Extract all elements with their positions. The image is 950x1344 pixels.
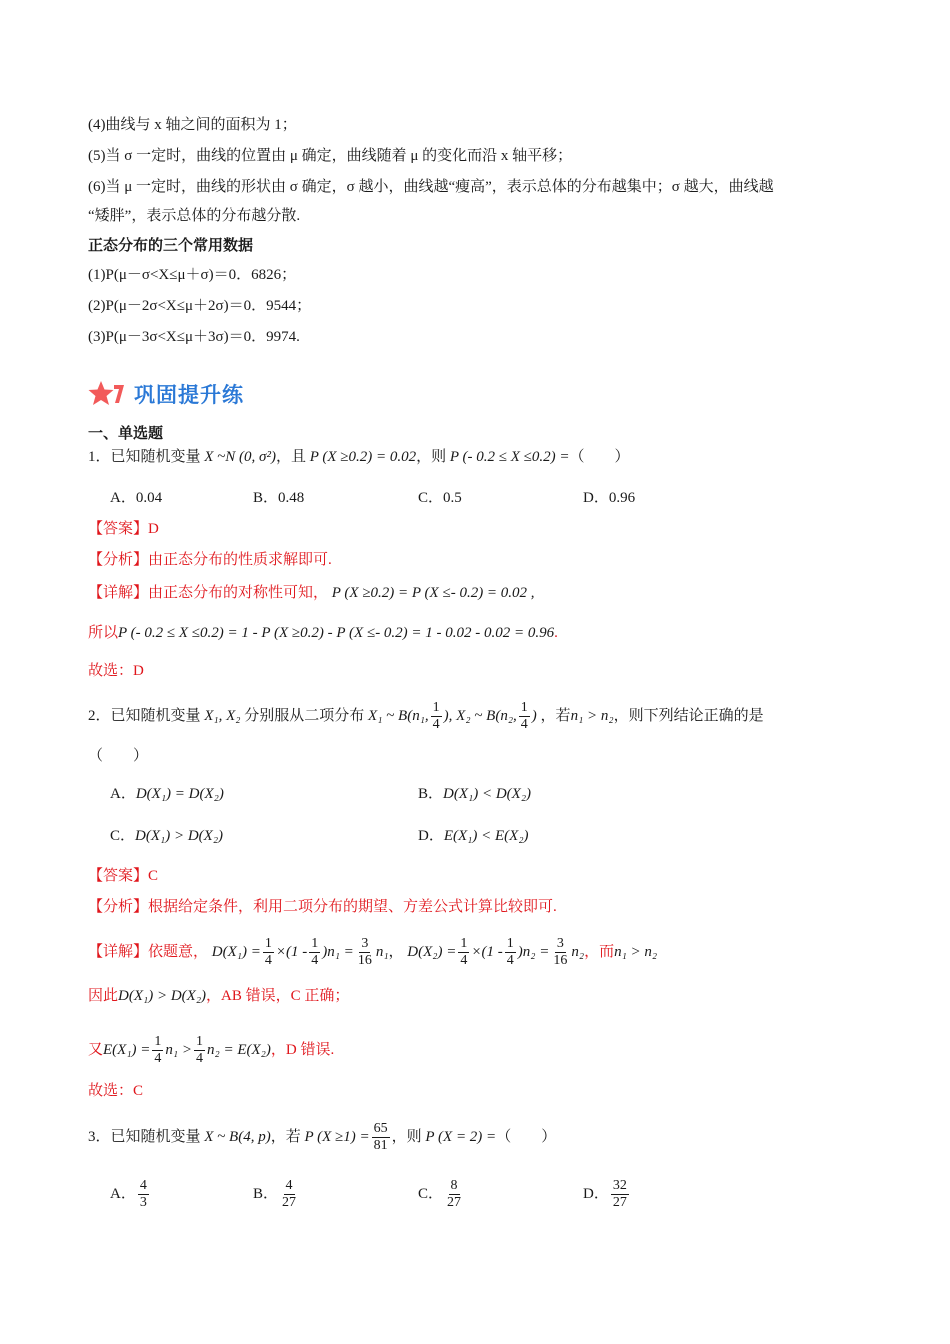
q1-ask-math: P (- 0.2 ≤ X ≤0.2) = [449, 449, 570, 465]
q2-option-b[interactable]: B．D(X₁) < D(X₂) [418, 786, 532, 802]
q2-answer: 【答案】C [88, 868, 159, 884]
q1-option-d[interactable]: D．0.96 [583, 490, 636, 506]
q1-choice: 故选：D [88, 663, 144, 679]
q1-so-math: P (- 0.2 ≤ X ≤0.2) = 1 - P (X ≥0.2) - P (X ≤- 0.2) = 1 - 0.02 - 0.02 = 0.96 [118, 625, 555, 641]
q3-option-c[interactable]: C． $\frac{8}{27}$ [418, 1178, 462, 1210]
q1-answer: 【答案】D [88, 521, 159, 537]
common-data-heading: 正态分布的三个常用数据 [88, 237, 254, 254]
star-badge-icon [88, 379, 126, 409]
q2-hence: 因此D(X₁) > D(X₂)，AB 错误，C 正确； [88, 988, 350, 1004]
q3-option-d[interactable]: D． $\frac{32}{27}$ [583, 1178, 627, 1210]
q2-also: 又E(X₁) = $\frac{1}{4}$ n₁ > $\frac{1}{4}$ n₂ = E(X₂)，D 错误. [88, 1034, 335, 1066]
q2-option-d[interactable]: D．E(X₁) < E(X₂) [418, 828, 529, 844]
q3-option-b[interactable]: B． $\frac{4}{27}$ [253, 1178, 297, 1210]
q2-choice: 故选：C [88, 1083, 144, 1099]
section-title: 一、单选题 [88, 425, 164, 442]
question-2-stem: 2．已知随机变量 X₁, X₂ 分别服从二项分布 X₁ ~ B(n₁, $\frac{1}{4}$ ), X₂ ~ B(n₂, $\frac{1}{4}$ ) ，若n₁ > n₂，则下列结论正确的是 [88, 700, 764, 732]
q1-cond-math: P (X ≥0.2) = 0.02 [309, 449, 417, 465]
property-4: (4)曲线与 x 轴之间的面积为 1； [88, 117, 297, 133]
q1-option-c[interactable]: C．0.5 [418, 490, 462, 506]
common-data-2: (2)P(μ－2σ<X≤μ＋2σ)＝0．9544； [88, 298, 312, 314]
q2-detail: 【详解】依题意， D(X₁) = $\frac{1}{4}$ ×(1 - $\frac{1}{4}$ )n₁ = $\frac{3}{16}$ n₁， D(X₂) = $\frac{1}{4}$ ×(1 - $\frac{1}{4}$ )n₂ = $\frac{3}{16}$ n₂，而n₁ > n₂ [88, 936, 658, 968]
q2-option-c[interactable]: C．D(X₁) > D(X₂) [110, 828, 224, 844]
section-banner [88, 376, 244, 412]
q2-analysis: 【分析】根据给定条件，利用二项分布的期望、方差公式计算比较即可. [88, 899, 557, 915]
q2-vars-math: X₁, X₂ [204, 707, 241, 724]
q1-option-b[interactable]: B．0.48 [253, 490, 305, 506]
q1-so: 所以P (- 0.2 ≤ X ≤0.2) = 1 - P (X ≥0.2) - P (X ≤- 0.2) = 1 - 0.02 - 0.02 = 0.96. [88, 625, 558, 641]
q2-option-a[interactable]: A．D(X₁) = D(X₂) [110, 786, 224, 802]
q2-paren: （ ） [88, 748, 149, 764]
property-6-line1: (6)当 μ 一定时，曲线的形状由 σ 确定，σ 越小，曲线越“瘦高”，表示总体的分布越集中；σ 越大，曲线越 [88, 179, 774, 195]
q1-option-a[interactable]: A．0.04 [110, 490, 163, 506]
question-1-stem: 1．已知随机变量 X ~N (0, σ²)，且 P (X ≥0.2) = 0.02，则 P (- 0.2 ≤ X ≤0.2) =（ ） [88, 449, 630, 465]
q1-dist-math: X ~N (0, σ²) [204, 449, 276, 465]
banner-title: 巩固提升练 [134, 379, 244, 409]
common-data-3: (3)P(μ－3σ<X≤μ＋3σ)＝0．9974. [88, 329, 300, 345]
common-data-1: (1)P(μ－σ<X≤μ＋σ)＝0．6826； [88, 267, 297, 283]
q1-detail: 【详解】由正态分布的对称性可知， P (X ≥0.2) = P (X ≤- 0.2) = 0.02 , [88, 585, 535, 601]
q3-option-a[interactable]: A． $\frac{4}{3}$ [110, 1178, 147, 1210]
q1-analysis: 【分析】由正态分布的性质求解即可. [88, 552, 332, 568]
property-6-line2: “矮胖”，表示总体的分布越分散. [88, 208, 301, 224]
property-5: (5)当 σ 一定时，曲线的位置由 μ 确定，曲线随着 μ 的变化而沿 x 轴平移； [88, 148, 573, 164]
question-3-stem: 3．已知随机变量 X ~ B(4, p)，若 P (X ≥1) = $\frac{65}{81}$ ，则 P (X = 2) =（ ） [88, 1121, 557, 1153]
q1-detail-math: P (X ≥0.2) = P (X ≤- 0.2) = 0.02 , [331, 585, 535, 601]
